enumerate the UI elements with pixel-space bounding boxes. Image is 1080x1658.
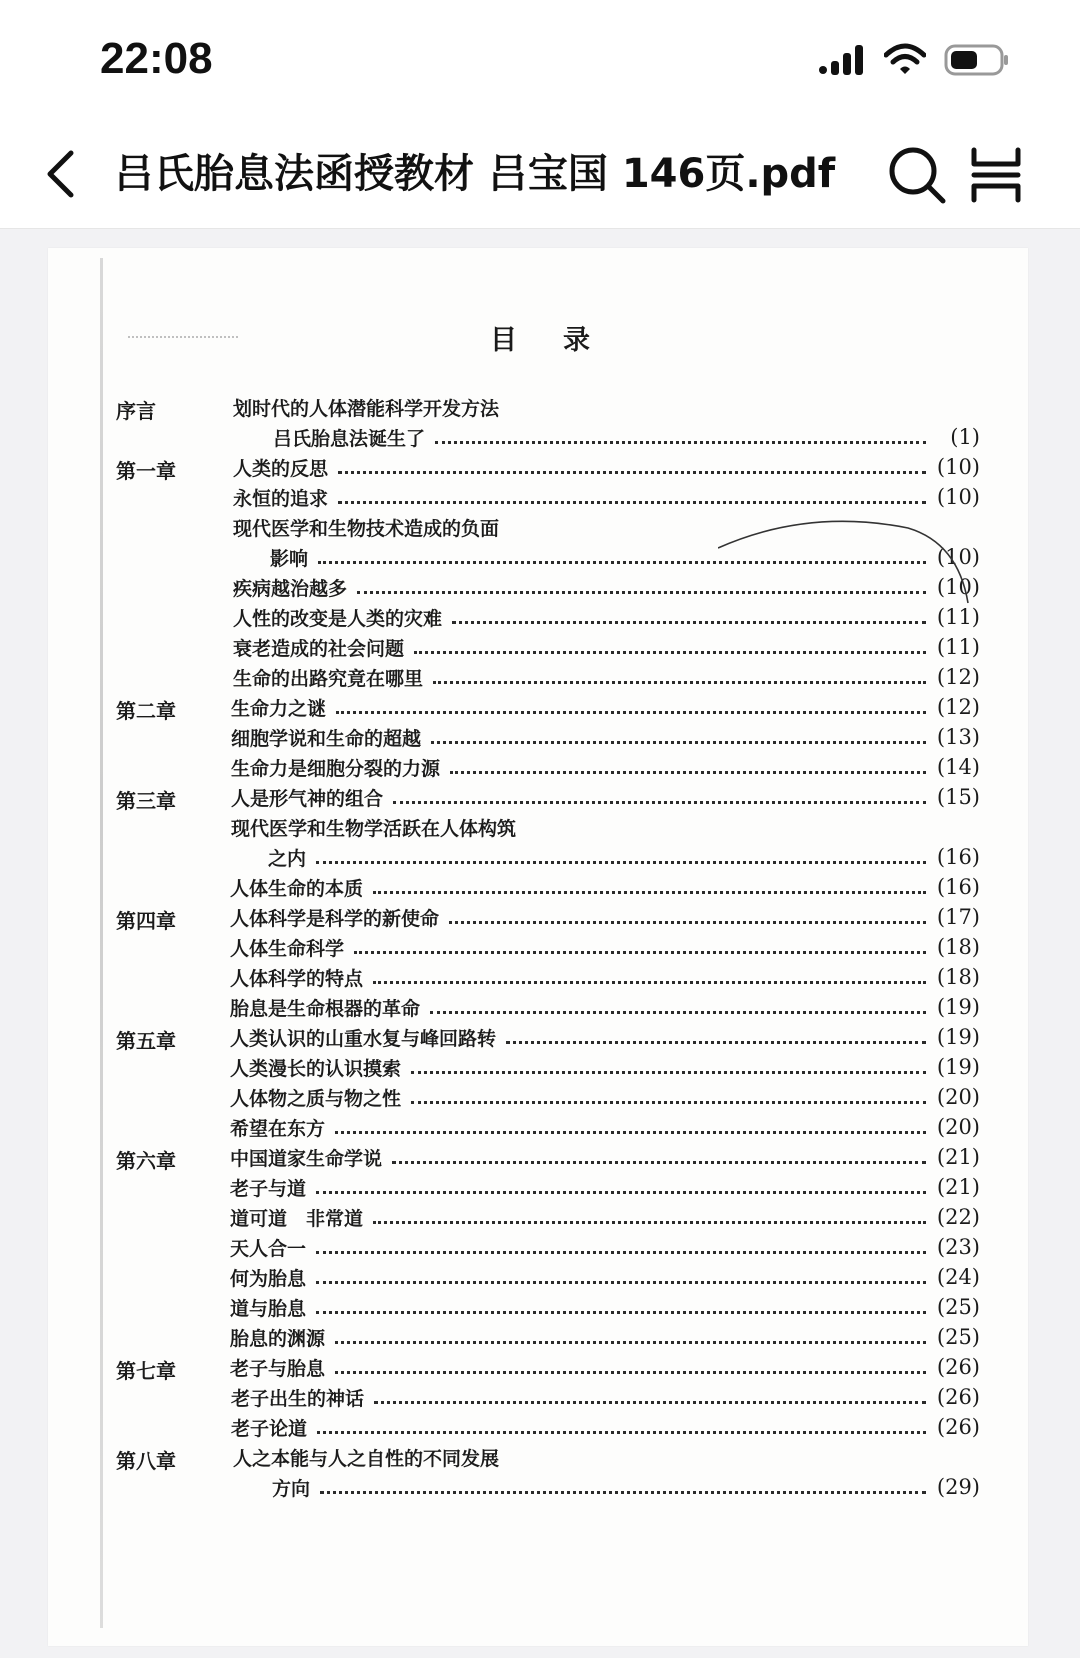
chapter-label: 第一章 [116,459,176,483]
toc-entry-page: (10) [936,455,980,479]
toc-entry-page: (21) [936,1175,980,1199]
toc-entry[interactable] [230,1052,980,1082]
toc-entry-title: 老子与道 [230,1177,307,1200]
status-bar [0,0,1080,120]
toc-entry-title: 道与胎息 [230,1297,307,1320]
chapter-label: 第三章 [116,789,176,813]
search-icon[interactable] [886,144,948,206]
toc-entry-title: 人体物之质与物之性 [230,1087,402,1110]
chapter-label: 第八章 [116,1449,176,1473]
toc-entry[interactable] [230,1352,980,1382]
toc-entry-page: (20) [936,1115,980,1139]
toc-entry[interactable] [230,1022,980,1052]
toc-entry[interactable] [230,872,980,902]
toc-entry-title: 细胞学说和生命的超越 [231,727,422,750]
toc-title: 目录 [490,325,636,356]
toc-entry-page: (16) [936,845,980,869]
toc-entry[interactable] [268,842,980,872]
toc-entry[interactable] [233,482,980,512]
toc-entry-page: (23) [936,1235,980,1259]
toc-entry-title: 生命力是细胞分裂的力源 [231,757,441,780]
menu-icon[interactable] [970,146,1022,204]
toc-entry-title: 人体科学的特点 [230,967,364,990]
back-chevron-icon [44,149,76,199]
toc-entry-page: (12) [936,665,980,689]
toc-entry-page: (14) [936,755,980,779]
toc-entry-page: (11) [936,605,980,629]
toc-entry-title: 希望在东方 [230,1117,326,1140]
toc-entry-title: 人体生命科学 [230,937,345,960]
toc-entry-title: 人是形气神的组合 [231,787,384,810]
toc-entry[interactable] [230,1232,980,1262]
toc-entry[interactable] [233,392,980,422]
toc-entry[interactable] [230,1202,980,1232]
pen-stroke-mark [718,518,978,618]
toc-entry-page: (25) [936,1325,980,1349]
toc-entry[interactable] [231,722,980,752]
chapter-label: 第二章 [116,699,176,723]
toc-entry-page: (22) [936,1205,980,1229]
toc-entry[interactable] [230,1322,980,1352]
toc-entry-page: (20) [936,1085,980,1109]
toc-entry-title: 生命的出路究竟在哪里 [233,667,424,690]
toc-entry-page: (12) [936,695,980,719]
toc-entry-title: 生命力之谜 [231,697,327,720]
toc-entry[interactable] [233,452,980,482]
toc-entry-title: 影响 [270,547,309,570]
toc-entry-title: 老子与胎息 [230,1357,326,1380]
toc-entry-title: 老子论道 [231,1417,308,1440]
wifi-icon [884,43,926,77]
chapter-label: 第五章 [116,1029,176,1053]
toc-entry-page: (25) [936,1295,980,1319]
toc-entry-title: 衰老造成的社会问题 [233,637,405,660]
toc-entry-page: (16) [936,875,980,899]
toc-entry[interactable] [233,662,980,692]
toc-entry-page: (21) [936,1145,980,1169]
toc-entry[interactable] [230,1262,980,1292]
toc-entry-page: (10) [936,485,980,509]
toc-entry-title: 之内 [268,847,307,870]
toc-entry-page: (19) [936,995,980,1019]
toc-entry-title: 吕氏胎息法诞生了 [273,427,426,450]
toc-entry-title: 方向 [272,1477,311,1500]
chapter-label: 第四章 [116,909,176,933]
back-button[interactable] [30,138,90,210]
toc-entry[interactable] [231,1382,980,1412]
toc-entry-title: 人类漫长的认识摸索 [230,1057,402,1080]
toc-entry-page: (19) [936,1025,980,1049]
toc-entry[interactable] [233,1442,980,1472]
status-icons [818,40,1010,80]
toc-entry[interactable] [230,1112,980,1142]
toc-entry[interactable] [230,992,980,1022]
toc-entry[interactable] [230,962,980,992]
document-title: 吕氏胎息法函授教材 吕宝国 146页.pdf [114,151,836,197]
toc-entry-title: 人体生命的本质 [230,877,364,900]
toc-entry[interactable] [272,1472,980,1502]
toc-entry-title: 胎息的渊源 [230,1327,326,1350]
toc-entry-title: 人性的改变是人类的灾难 [233,607,443,630]
toc-entry[interactable] [231,752,980,782]
toc-entry[interactable] [230,1082,980,1112]
toc-entry-page: (29) [936,1475,980,1499]
toc-entry-title: 人类认识的山重水复与峰回路转 [230,1027,497,1050]
toc-entry-page: (10) [936,575,980,599]
toc-entry[interactable] [230,932,980,962]
cellular-signal-icon [818,43,866,77]
toc-entry-page: (24) [936,1265,980,1289]
toc-entry[interactable] [231,692,980,722]
toc-entry-page: (15) [936,785,980,809]
toc-entry-page: (26) [936,1355,980,1379]
toc-entry-title: 何为胎息 [230,1267,307,1290]
toc-entry[interactable] [230,1172,980,1202]
toc-entry-page: (18) [936,935,980,959]
toc-entry-page: (13) [936,725,980,749]
toc-entry-title: 人体科学是科学的新使命 [230,907,440,930]
toc-entry[interactable] [230,1142,980,1172]
toc-entry-page: (19) [936,1055,980,1079]
chapter-label: 第七章 [116,1359,176,1383]
toc-entry-title: 永恒的追求 [233,487,329,510]
toc-entry-title: 道可道 非常道 [230,1207,364,1230]
toc-entry-title: 老子出生的神话 [231,1387,365,1410]
toc-entry-title: 中国道家生命学说 [230,1147,383,1170]
toc-entry-page: (17) [936,905,980,929]
toc-entry-page: (10) [936,545,980,569]
toc-entry-title: 胎息是生命根器的革命 [230,997,421,1020]
toc-entry-title: 人类的反思 [233,457,329,480]
toc-entry-page: (18) [936,965,980,989]
toc-entry-title: 现代医学和生物技术造成的负面 [233,517,500,540]
battery-icon [944,43,1010,77]
toc-entry-title: 划时代的人体潜能科学开发方法 [233,397,500,420]
navigation-bar [0,120,1080,229]
toc-entry[interactable] [273,422,980,452]
status-time: 22:08 [100,34,213,83]
toc-entry[interactable] [230,1292,980,1322]
toc-entry-title: 疾病越治越多 [233,577,348,600]
chapter-label: 序言 [116,399,156,423]
toc-entry[interactable] [231,782,980,812]
chapter-label: 第六章 [116,1149,176,1173]
toc-entry-title: 天人合一 [230,1237,307,1260]
scan-binding-line [100,258,103,1628]
toc-entry-title: 现代医学和生物学活跃在人体构筑 [231,817,517,840]
toc-entry-page: (11) [936,635,980,659]
toc-entry[interactable] [230,902,980,932]
toc-entry-page: (26) [936,1415,980,1439]
toc-entry[interactable] [231,812,980,842]
toc-entry-page: (1) [950,425,980,449]
pdf-page[interactable] [48,248,1028,1646]
toc-entry-title: 人之本能与人之自性的不同发展 [233,1447,500,1470]
toc-entry[interactable] [231,1412,980,1442]
toc-entry[interactable] [233,632,980,662]
toc-entry-page: (26) [936,1385,980,1409]
